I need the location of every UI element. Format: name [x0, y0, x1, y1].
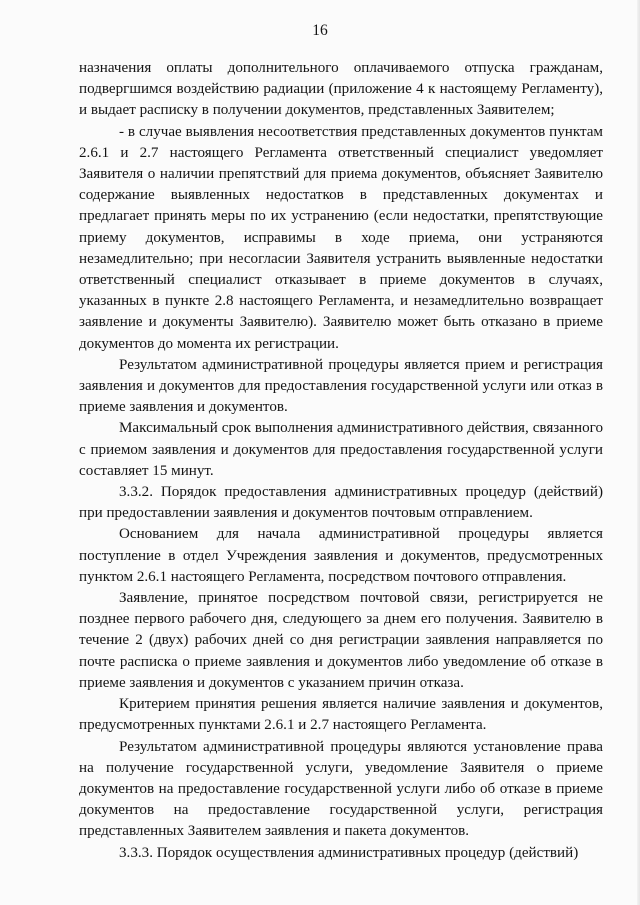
section-heading-3-3-3: 3.3.3. Порядок осуществления административных процедур (действий) [119, 844, 579, 861]
paragraph-procedure-result: Результатом административной процедуры является прием и регистрация заявления и документов для предоставления государственной услуги или отказ в приеме заявления и документов. [79, 356, 603, 416]
paragraph-decision-criterion: Критерием принятия решения является наличие заявления и документов, предусмотренных пунктами 2.6.1 и 2.7 настоящего Регламента. [79, 696, 603, 734]
paragraph-postal-result: Результатом административной процедуры являются установление права на получение государственной услуги, уведомление Заявителя о приеме документов на предоставление государственной услуги либо об отказе в приеме документов на предоставление государственной услуги, регистрация представленных Заявителем заявления и пакета документов. [79, 738, 603, 840]
paragraph-postal-registration: Заявление, принятое посредством почтовой связи, регистрируется не позднее первого рабочего дня, следующего за днем его получения. Заявителю в течение 2 (двух) рабочих дней со дня регистрации заявления направляется по почте расписка о приеме заявления и документов либо уведомление об отказе в приеме заявления и документов с указанием причин отказа. [79, 590, 603, 691]
document-body [79, 58, 603, 864]
section-heading-3-3-2: 3.3.2. Порядок предоставления административных процедур (действий) при предоставлении заявления и документов почтовым отправлением. [79, 484, 603, 522]
paragraph-inconsistency-case: - в случае выявления несоответствия представленных документов пунктам 2.6.1 и 2.7 настоящего Регламента ответственный специалист уведомляет Заявителя о наличии препятствий для приема документов, объясняет Заявителю содержание выявленных недостатков в представленных документах и предлагает принять меры по их устранению (если недостатки, препятствующие приему документов, исправимы в ходе приема, они устраняются незамедлительно; при несогласии Заявителя устранить выявленные недостатки ответственный специалист отказывает в приеме документов в случаях, указанных в пункте 2.8 настоящего Регламента, и незамедлительно возвращает заявление и документы Заявителю). Заявителю может быть отказано в приеме документов до момента их регистрации. [79, 123, 603, 352]
paragraph-grounds: Основанием для начала административной процедуры является поступление в отдел Учреждения заявления и документов, предусмотренных пунктом 2.6.1 настоящего Регламента, посредством почтового отправления. [79, 526, 603, 585]
paragraph-continuation: назначения оплаты дополнительного оплачиваемого отпуска гражданам, подвергшимся воздействию радиации (приложение 4 к настоящему Регламенту), и выдает расписку в получении документов, представленных Заявителем; [79, 60, 603, 119]
page-number: 16 [312, 22, 328, 39]
paragraph-max-duration: Максимальный срок выполнения административного действия, связанного с приемом заявления и документов для предоставления государственной услуги составляет 15 минут. [79, 420, 603, 479]
